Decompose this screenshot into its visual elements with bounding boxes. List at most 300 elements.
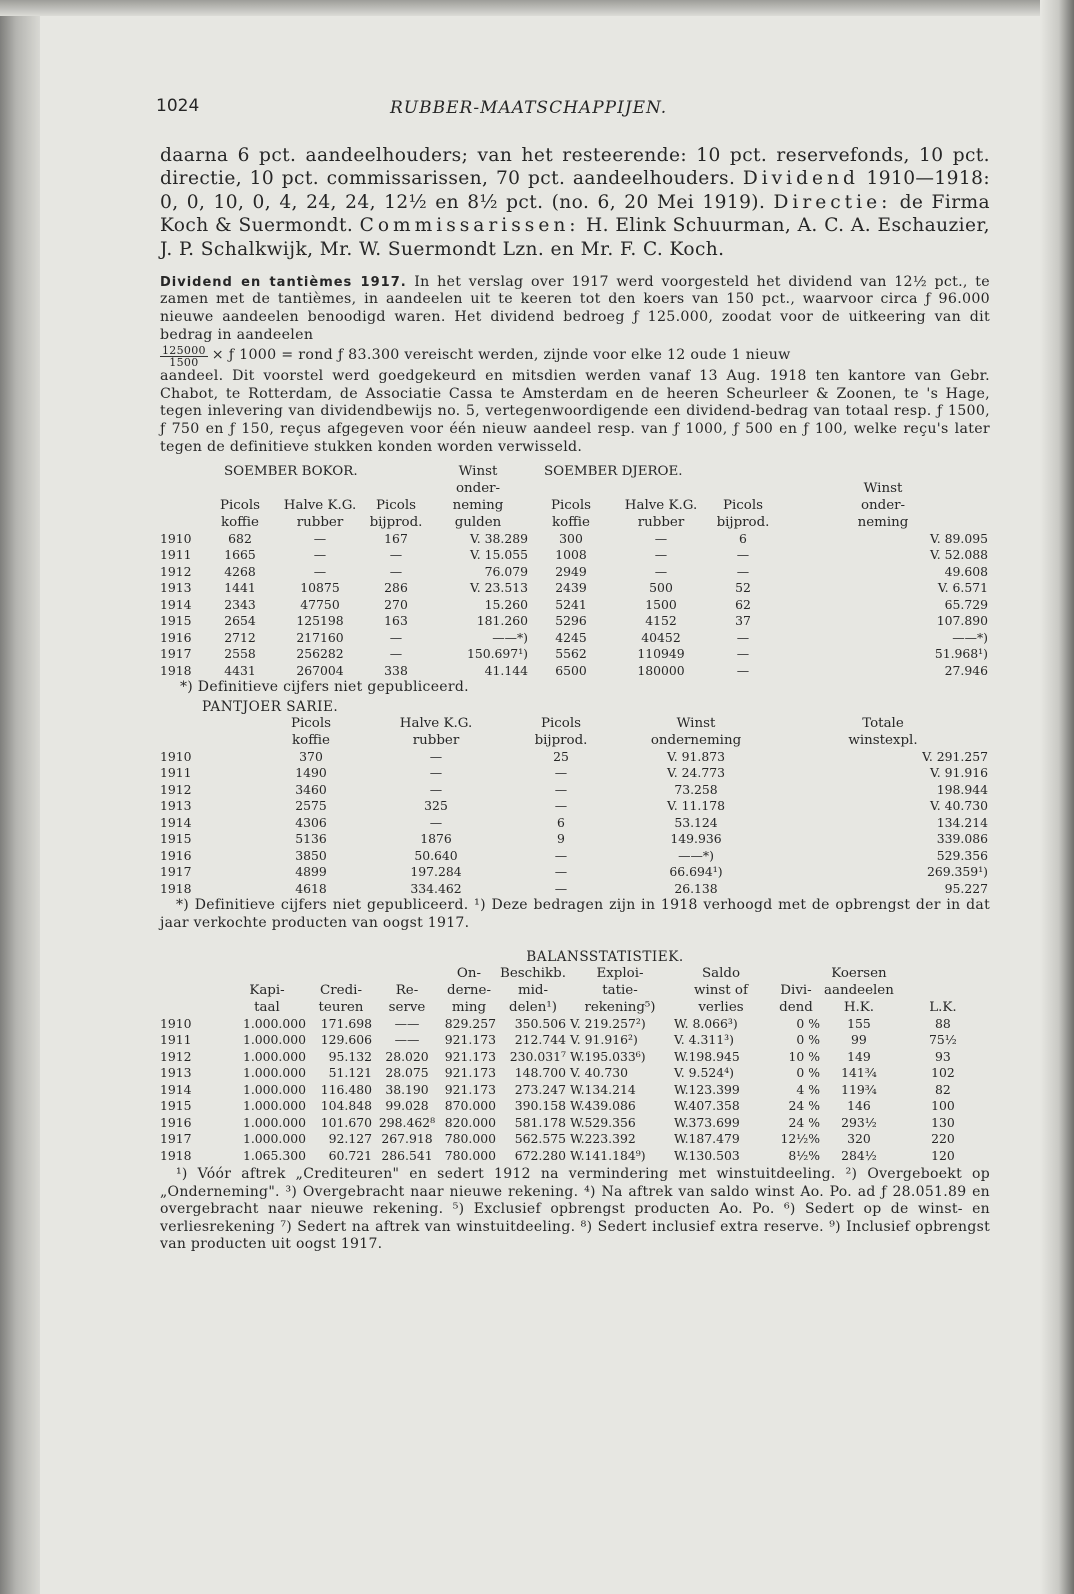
table1-row-cell: 62 xyxy=(735,596,751,612)
table1-row-cell: 4152 xyxy=(645,613,677,629)
dividend-formula xyxy=(160,345,990,368)
table1-row-cell: ——*) xyxy=(952,629,988,645)
table3-row-cell: 28.020 xyxy=(385,1048,429,1064)
table1-row-cell: 27.946 xyxy=(944,662,988,678)
table2-row-cell: 66.694¹) xyxy=(669,864,723,880)
table1-row-cell: 2654 xyxy=(224,613,256,629)
table2-head-onderneming: onderneming xyxy=(650,732,742,748)
table3-row-cell: 4 % xyxy=(796,1081,820,1097)
table2-row-cell: 53.124 xyxy=(674,814,718,830)
table2-row xyxy=(160,749,990,766)
commissarissen-label: Commissarissen: xyxy=(359,215,580,237)
table1-row-cell: — xyxy=(654,530,668,546)
table3-row-cell: 10 % xyxy=(788,1048,820,1064)
table1-row xyxy=(160,564,990,581)
table2-row-cell: 339.086 xyxy=(936,831,988,847)
table2-title: PANTJOER SARIE. xyxy=(202,698,339,715)
table2-row-cell: — xyxy=(554,847,568,863)
table2-row-cell: 1913 xyxy=(160,798,192,814)
table2-row-cell: 73.258 xyxy=(674,781,718,797)
table2-row-cell: — xyxy=(554,781,568,797)
table2-row-cell: 6 xyxy=(557,814,565,830)
table3-row-cell: W.373.699 xyxy=(674,1114,740,1130)
table3-row-cell: —— xyxy=(394,1032,420,1048)
table3-row xyxy=(160,1098,990,1115)
table1-row-cell: — xyxy=(654,547,668,563)
production-table-soember xyxy=(160,463,990,680)
table3-header-row-cell: derne- xyxy=(447,982,491,998)
table3-footnotes: ¹) Vóór aftrek „Crediteuren" en sedert 1912 na vermindering met winstuitdeeling. ²) Overgeboekt op „Onderneming". ³) Overgebracht naar nieuwe rekening. ⁴) Na aftrek van saldo winst Ao. Po. ad ƒ 28.051.89 en overgebracht naar nieuwe rekening. ⁵) Exclusief opbrengst producten Ao. Po. ⁶) Sedert op de winst- en verliesrekening ⁷) Sedert na aftrek van winstuitdeeling. ⁸) Sedert inclusief extra reserve. ⁹) Inclusief opbrengst van producten uit oogst 1917. xyxy=(160,1166,990,1253)
table1-head-neming2: neming xyxy=(857,514,909,530)
table2-row-cell: 198.944 xyxy=(936,781,988,797)
table3-row xyxy=(160,1082,990,1099)
table2-head-koffie: koffie xyxy=(292,732,330,748)
table2-row-cell: 1490 xyxy=(295,765,327,781)
table3-row-cell: 129.606 xyxy=(320,1032,372,1048)
table3-header-row-cell: Kapi- xyxy=(249,982,285,998)
table3-row-cell: 155 xyxy=(847,1015,871,1031)
table3-row-cell: 102 xyxy=(931,1065,955,1081)
table3-row-cell: 672.280 xyxy=(514,1147,566,1163)
table3-row-cell: 51.121 xyxy=(328,1065,372,1081)
table1-row-cell: ——*) xyxy=(492,629,528,645)
table1-head-picols3: Picols xyxy=(550,497,591,513)
table2-row-cell: — xyxy=(429,781,443,797)
table1-row-cell: 300 xyxy=(559,530,583,546)
table3-row-cell: 130 xyxy=(931,1114,955,1130)
table2-head-picols2: Picols xyxy=(540,715,581,731)
table3-row-cell: 88 xyxy=(935,1015,951,1031)
table3-header-row-cell: Re- xyxy=(395,982,419,998)
table2-row-cell: 1876 xyxy=(420,831,452,847)
intro-paragraph xyxy=(160,144,990,261)
intro-text-2: 1910—1918: 0, 0, 10, 0, 4, 24, 24, 12½ en 8½ pct. (no. 6, 20 Mei 1919). xyxy=(160,168,990,213)
table2-row-cell: 26.138 xyxy=(674,880,718,896)
table3-header-row-cell xyxy=(160,999,226,1016)
table1-group2-title: SOEMBER DJEROE. xyxy=(544,463,683,479)
table1-row-cell: 1918 xyxy=(160,662,192,678)
table3-header-row xyxy=(160,999,990,1016)
table2-row-cell: V. 11.178 xyxy=(666,798,725,814)
table3-row-cell: 104.848 xyxy=(320,1098,372,1114)
table3-row xyxy=(160,1115,990,1132)
table1-row-cell: 5562 xyxy=(555,646,587,662)
table1-row xyxy=(160,547,990,564)
table1-row-cell: 10875 xyxy=(300,580,340,596)
table1-row-cell: — xyxy=(389,646,403,662)
table1-row-cell: 1500 xyxy=(645,596,677,612)
table3-row-cell: 1912 xyxy=(160,1048,192,1064)
table3-header-row-cell: L.K. xyxy=(929,999,957,1015)
table1-row-cell: 217160 xyxy=(296,629,344,645)
table1-row-cell: 5296 xyxy=(555,613,587,629)
table3-row xyxy=(160,1131,990,1148)
table3-header-row-cell xyxy=(160,965,226,982)
table2-row xyxy=(160,831,990,848)
table1-header-row-1 xyxy=(160,463,990,480)
table1-row-cell: 338 xyxy=(384,662,408,678)
table1-row-cell: V. 15.055 xyxy=(469,547,528,563)
table3-row-cell: W.195.033⁶) xyxy=(570,1048,646,1064)
table2-row-cell: 529.356 xyxy=(936,847,988,863)
table1-row-cell: 4431 xyxy=(224,662,256,678)
table1-row xyxy=(160,663,990,680)
table3-row-cell: 100 xyxy=(931,1098,955,1114)
table1-row-cell: 2949 xyxy=(555,563,587,579)
table2-head-bijprod: bijprod. xyxy=(534,732,588,748)
table3-row-cell: 1.000.000 xyxy=(242,1032,306,1048)
table2-row-cell: 50.640 xyxy=(414,847,458,863)
table1-row-cell: 47750 xyxy=(300,596,340,612)
table1-row-cell: 51.968¹) xyxy=(934,646,988,662)
table1-row xyxy=(160,580,990,597)
table3-header-row-cell: aandeelen xyxy=(824,982,894,998)
table1-row-cell: 682 xyxy=(228,530,252,546)
table2-row-cell: 134.214 xyxy=(936,814,988,830)
dividend-heading: Dividend en tantièmes 1917. xyxy=(160,274,407,290)
table2-row-cell: — xyxy=(554,765,568,781)
table3-row-cell: 95.132 xyxy=(328,1048,372,1064)
table3-row-cell: 1917 xyxy=(160,1131,192,1147)
table3-row-cell: 171.698 xyxy=(320,1015,372,1031)
table3-row-cell: 829.257 xyxy=(444,1015,496,1031)
page-header xyxy=(156,96,990,124)
table3-header-row-cell: Saldo xyxy=(701,965,741,981)
table1-row-cell: 6 xyxy=(739,530,747,546)
table1-row-cell: V. 6.571 xyxy=(937,580,988,596)
table2-head-totale: Totale xyxy=(862,715,904,731)
table3-row-cell: W.134.214 xyxy=(570,1081,636,1097)
table1-row-cell: 107.890 xyxy=(936,613,988,629)
table2-row-cell: ——*) xyxy=(678,847,714,863)
table3-row-cell: W.223.392 xyxy=(570,1131,636,1147)
table3-row-cell: 1.000.000 xyxy=(242,1114,306,1130)
table3-row-cell: 1.000.000 xyxy=(242,1065,306,1081)
table3-row xyxy=(160,1148,990,1165)
table3-header-row-cell: On- xyxy=(456,965,482,981)
table3-header xyxy=(160,965,990,1016)
table1-head-rubber: rubber xyxy=(296,514,344,530)
table3-header-row-cell: verlies xyxy=(698,999,744,1015)
table3-header-row-cell: serve xyxy=(388,999,426,1015)
table3-body xyxy=(160,1016,990,1165)
table3-row-cell: V. 4.311³) xyxy=(674,1032,734,1048)
table1-head-picols4: Picols xyxy=(722,497,763,513)
table3-row-cell: 99.028 xyxy=(385,1098,429,1114)
table3-row-cell: 24 % xyxy=(788,1114,820,1130)
table3-row-cell: V. 40.730 xyxy=(570,1065,629,1081)
table1-row-cell: 181.260 xyxy=(476,613,528,629)
table1-row-cell: — xyxy=(736,662,750,678)
table3-row-cell: 119¾ xyxy=(841,1081,877,1097)
table2-row-cell: — xyxy=(554,880,568,896)
table3-row-cell: 0 % xyxy=(796,1032,820,1048)
table3-row-cell: 116.480 xyxy=(320,1081,372,1097)
table3-row-cell: 350.506 xyxy=(514,1015,566,1031)
table1-row-cell: 167 xyxy=(384,530,408,546)
table1-head-picols2: Picols xyxy=(375,497,416,513)
table2-row xyxy=(160,798,990,815)
table3-header-row-cell: ming xyxy=(451,999,487,1015)
table1-row-cell: 2343 xyxy=(224,596,256,612)
dividend-text-1: In het verslag over 1917 werd voorgesteld het dividend van 12½ pct., te zamen met de tantièmes, in aandeelen uit te keeren tot den koers van 150 pct., waarvoor circa ƒ 96.000 nieuwe aandeelen benoodigd waren. Het dividend bedroeg ƒ 125.000, zoodat voor de uitkeering van dit bedrag in aandeelen xyxy=(160,273,990,344)
table1-row-cell: — xyxy=(736,563,750,579)
table3-row-cell: 273.247 xyxy=(514,1081,566,1097)
table3-row-cell: 1915 xyxy=(160,1098,192,1114)
table3-header-row-cell: Beschikb. xyxy=(500,965,566,981)
table3-header-row-cell xyxy=(896,982,990,999)
table2-row-cell: — xyxy=(429,748,443,764)
table3-row-cell: 101.670 xyxy=(320,1114,372,1130)
book-binding-shadow xyxy=(0,0,40,1594)
formula-text: × ƒ 1000 = rond ƒ 83.300 vereischt werden, zijnde voor elke 12 oude 1 nieuw xyxy=(211,347,791,364)
table3-row-cell: 220 xyxy=(931,1131,955,1147)
table2-row-cell: — xyxy=(554,798,568,814)
table3-row-cell: 28.075 xyxy=(385,1065,429,1081)
table3-row-cell: 93 xyxy=(935,1048,951,1064)
table2-footnote: *) Definitieve cijfers niet gepubliceerd. ¹) Deze bedragen zijn in 1918 verhoogd met de opbrengst der in dat jaar verkochte producten van oogst 1917. xyxy=(160,897,990,931)
dividend-label: Dividend xyxy=(742,168,859,190)
table3-row-cell: 870.000 xyxy=(444,1098,496,1114)
table1-row-cell: 256282 xyxy=(296,646,344,662)
table3-row-cell: 780.000 xyxy=(444,1131,496,1147)
table3-header-row-cell: Exploi- xyxy=(596,965,644,981)
fraction-denominator: 1500 xyxy=(169,355,199,369)
table1-row-cell: 4268 xyxy=(224,563,256,579)
table1-row-cell: 150.697¹) xyxy=(466,646,528,662)
table2-row-cell: 269.359¹) xyxy=(926,864,988,880)
table3-row-cell: 1.000.000 xyxy=(242,1081,306,1097)
table3-row-cell: 921.173 xyxy=(444,1081,496,1097)
table2-header-row-1 xyxy=(160,715,990,732)
balance-statistics-table xyxy=(160,965,990,1165)
table2-row xyxy=(160,864,990,881)
production-table-pantjoer xyxy=(160,715,990,898)
table3-row-cell: —— xyxy=(394,1015,420,1031)
table3-row-cell: 1.000.000 xyxy=(242,1098,306,1114)
table3-header-row-cell: winst of xyxy=(694,982,748,998)
table3-row-cell: 60.721 xyxy=(328,1147,372,1163)
table1-row-cell: 267004 xyxy=(296,662,344,678)
top-page-edge xyxy=(0,0,1074,16)
dividend-text-2: aandeel. Dit voorstel werd goedgekeurd en mitsdien werden vanaf 13 Aug. 1918 ten kantore van Gebr. Chabot, te Rotterdam, de Associatie Cassa te Amsterdam en de heeren Scheurleer & Zoonen, te 's Hage, tegen inlevering van dividendbewijs no. 5, vertegenwoordigende een dividend-bedrag van totaal resp. ƒ 1500, ƒ 750 en ƒ 150, reçus afgegeven voor één nieuw aandeel resp. van ƒ 1000, ƒ 500 en ƒ 100, welke reçu's later tegen de definitieve stukken konden worden verwisseld. xyxy=(160,367,990,455)
table1-head-picols: Picols xyxy=(219,497,260,513)
table2-row xyxy=(160,848,990,865)
directie-label: Directie: xyxy=(773,191,892,213)
table3-header-row-cell: Koersen xyxy=(831,965,887,981)
table3-header-row-cell: mid- xyxy=(517,982,549,998)
table1-head-koffie: koffie xyxy=(221,514,259,530)
table3-row-cell: 921.173 xyxy=(444,1032,496,1048)
table3-header-row-cell: rekening⁵) xyxy=(584,999,656,1015)
table1-row-cell: 2712 xyxy=(224,629,256,645)
table1-row-cell: 1915 xyxy=(160,613,192,629)
table1-head-koffie2: koffie xyxy=(552,514,590,530)
table1-row-cell: — xyxy=(313,530,327,546)
table1-row-cell: 286 xyxy=(384,580,408,596)
table3-row-cell: 141¾ xyxy=(841,1065,877,1081)
table3-row-cell: 1913 xyxy=(160,1065,192,1081)
table1-row-cell: 4245 xyxy=(555,629,587,645)
page-number: 1024 xyxy=(156,96,200,116)
table3-row xyxy=(160,1016,990,1033)
table3-header-row-cell: Divi- xyxy=(780,982,812,998)
table1-head-onder2: onder- xyxy=(860,497,906,513)
dividend-section xyxy=(160,274,990,457)
table3-row-cell: 562.575 xyxy=(514,1131,566,1147)
table3-row-cell: 581.178 xyxy=(514,1114,566,1130)
table2-row-cell: 4618 xyxy=(295,880,327,896)
table1-row xyxy=(160,613,990,630)
table2-row-cell: 1911 xyxy=(160,765,192,781)
table3-row-cell: 1.000.000 xyxy=(242,1131,306,1147)
table3-row-cell: 921.173 xyxy=(444,1065,496,1081)
table2-row-cell: — xyxy=(429,814,443,830)
table1-head-neming: neming xyxy=(452,497,504,513)
table2-row-cell: 334.462 xyxy=(410,880,462,896)
table3-row-cell: W. 8.066³) xyxy=(674,1015,738,1031)
table3-row-cell: 284½ xyxy=(841,1147,877,1163)
table3-header-row-cell: Credi- xyxy=(320,982,362,998)
table3-row-cell: 212.744 xyxy=(514,1032,566,1048)
table3-header-row-cell xyxy=(896,965,990,982)
table1-row-cell: 270 xyxy=(384,596,408,612)
table1-row-cell: — xyxy=(389,547,403,563)
table1-footnote: *) Definitieve cijfers niet gepubliceerd. xyxy=(180,679,469,696)
table2-row-cell: 3850 xyxy=(295,847,327,863)
table1-row-cell: 49.608 xyxy=(944,563,988,579)
table3-header-row-cell xyxy=(374,965,440,982)
fraction-numerator: 125000 xyxy=(162,343,206,357)
table1-group1-title: SOEMBER BOKOR. xyxy=(224,463,358,479)
table2-row xyxy=(160,765,990,782)
table3-row-cell: 820.000 xyxy=(444,1114,496,1130)
table1-row-cell: 180000 xyxy=(637,662,685,678)
table2-row-cell: 5136 xyxy=(295,831,327,847)
table2-row-cell: 197.284 xyxy=(410,864,462,880)
table1-row-cell: 163 xyxy=(384,613,408,629)
table2-row-cell: 149.936 xyxy=(670,831,722,847)
table2-row-cell: 1918 xyxy=(160,880,192,896)
table1-head-gulden: gulden xyxy=(454,514,502,530)
table2-row-cell: 1914 xyxy=(160,814,192,830)
table1-head-onder: onder- xyxy=(455,480,501,496)
table3-row-cell: 1.000.000 xyxy=(242,1048,306,1064)
table1-row xyxy=(160,646,990,663)
table1-header-row-4 xyxy=(160,514,990,531)
table3-row-cell: V. 9.524⁴) xyxy=(674,1065,734,1081)
table1-row-cell: 1913 xyxy=(160,580,192,596)
table3-row-cell: 1914 xyxy=(160,1081,192,1097)
table3-row-cell: 148.700 xyxy=(514,1065,566,1081)
table2-row-cell: 1917 xyxy=(160,864,192,880)
table3-row-cell: 1.065.300 xyxy=(242,1147,306,1163)
table2-row-cell: 1915 xyxy=(160,831,192,847)
table1-row-cell: 2558 xyxy=(224,646,256,662)
table2-row-cell: 4899 xyxy=(295,864,327,880)
table3-row-cell: 1916 xyxy=(160,1114,192,1130)
table2-row xyxy=(160,782,990,799)
intro-text-3: de Firma Koch & Suermondt. xyxy=(160,191,991,237)
table3-row-cell: 0 % xyxy=(796,1065,820,1081)
table1-row-cell: 2439 xyxy=(555,580,587,596)
table3-row-cell: V. 91.916²) xyxy=(570,1032,638,1048)
table2-row-cell: V. 291.257 xyxy=(922,748,988,764)
table3-row-cell: 99 xyxy=(851,1032,867,1048)
table1-row-cell: 1008 xyxy=(555,547,587,563)
table1-head-halve: Halve K.G. xyxy=(283,497,357,513)
table3-header-row-cell: delen¹) xyxy=(509,999,557,1015)
table3-row-cell: 12½% xyxy=(780,1131,820,1147)
table3-row-cell: 38.190 xyxy=(385,1081,429,1097)
table2-body xyxy=(160,749,990,898)
table3-row-cell: W.141.184⁹) xyxy=(570,1147,646,1163)
table1-row xyxy=(160,630,990,647)
table1-row-cell: 65.729 xyxy=(944,596,988,612)
table2-head-winst: Winst xyxy=(676,715,716,731)
table1-row-cell: 110949 xyxy=(637,646,685,662)
table1-row-cell: 1917 xyxy=(160,646,192,662)
table1-row-cell: V. 23.513 xyxy=(469,580,528,596)
table2-row-cell: 25 xyxy=(553,748,569,764)
table2-row-cell: 1910 xyxy=(160,748,192,764)
table1-row-cell: 1910 xyxy=(160,530,192,546)
intro-text-4: H. Elink Schuurman, A. C. A. Eschauzier, J. P. Schalkwijk, Mr. W. Suermondt Lzn. en Mr. F. C. Koch. xyxy=(160,215,990,260)
fraction xyxy=(160,345,208,368)
table1-head-winst2: Winst xyxy=(863,480,903,496)
table1-body xyxy=(160,531,990,680)
table2-row-cell: V. 91.916 xyxy=(929,765,988,781)
table1-row-cell: 1912 xyxy=(160,563,192,579)
table3-row-cell: 0 % xyxy=(796,1015,820,1031)
table2-row-cell: V. 91.873 xyxy=(666,748,725,764)
table1-head-bijprod2: bijprod. xyxy=(716,514,770,530)
table3-header-row xyxy=(160,965,990,982)
table1-row xyxy=(160,597,990,614)
table2-head-halve: Halve K.G. xyxy=(399,715,473,731)
table3-row-cell: 780.000 xyxy=(444,1147,496,1163)
table1-row xyxy=(160,531,990,548)
table2-row-cell: 9 xyxy=(557,831,565,847)
table2-row-cell: — xyxy=(429,765,443,781)
table1-row-cell: V. 38.289 xyxy=(469,530,528,546)
table3-row-cell: 146 xyxy=(847,1098,871,1114)
table3-row-cell: W.187.479 xyxy=(674,1131,740,1147)
table1-row-cell: 37 xyxy=(735,613,751,629)
table2-row xyxy=(160,881,990,898)
table1-row-cell: 40452 xyxy=(641,629,681,645)
table1-row-cell: 1441 xyxy=(224,580,256,596)
table3-header-row-cell xyxy=(770,965,822,982)
table3-row-cell: 1911 xyxy=(160,1032,192,1048)
table1-row-cell: V. 89.095 xyxy=(929,530,988,546)
page-content xyxy=(156,96,991,1254)
table2-row-cell: V. 40.730 xyxy=(929,798,988,814)
table3-row-cell: 230.031⁷ xyxy=(509,1048,566,1064)
table1-row-cell: — xyxy=(654,563,668,579)
table3-row-cell: 24 % xyxy=(788,1098,820,1114)
table1-row-cell: — xyxy=(736,646,750,662)
intro-text-1: daarna 6 pct. aandeelhouders; van het resteerende: 10 pct. reservefonds, 10 pct. directie, 10 pct. commissarissen, 70 pct. aandeelhouders. xyxy=(160,145,990,190)
table2-row-cell: 3460 xyxy=(295,781,327,797)
table1-row-cell: 1916 xyxy=(160,629,192,645)
table2-row-cell: 95.227 xyxy=(944,880,988,896)
table1-row-cell: 500 xyxy=(649,580,673,596)
table1-row-cell: V. 52.088 xyxy=(929,547,988,563)
table1-row-cell: 125198 xyxy=(296,613,344,629)
table3-row-cell: 921.173 xyxy=(444,1048,496,1064)
table2-row xyxy=(160,815,990,832)
